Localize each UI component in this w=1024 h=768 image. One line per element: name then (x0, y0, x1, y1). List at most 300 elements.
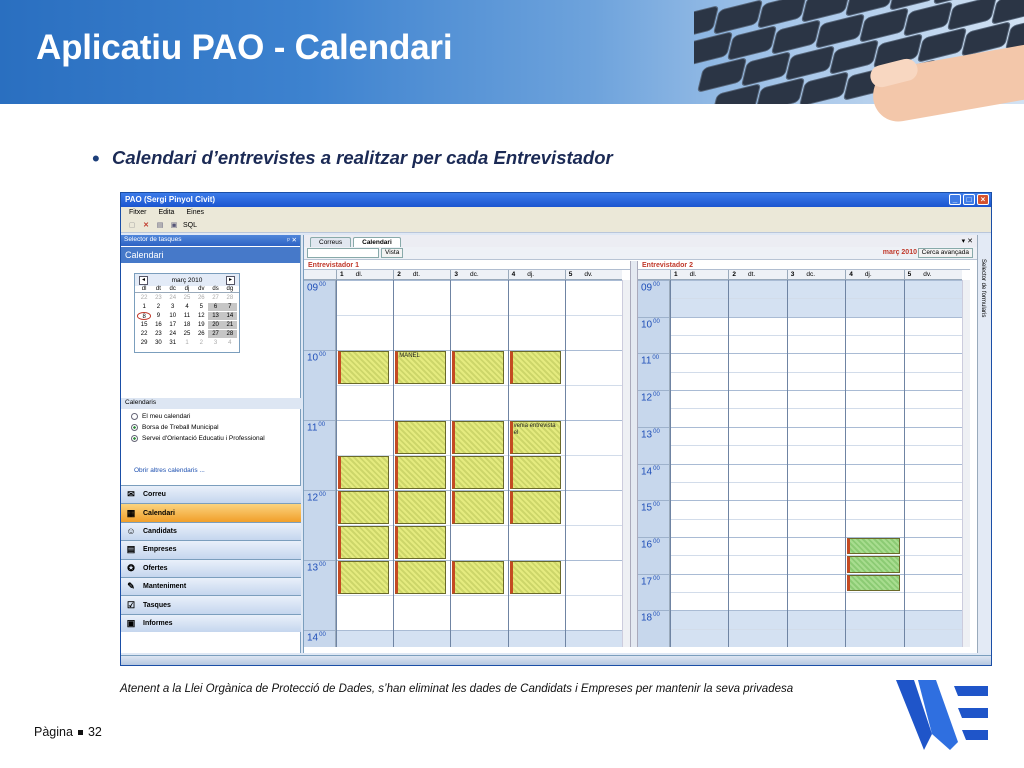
mini-calendar-day[interactable]: 26 (197, 295, 205, 301)
mini-calendar-day[interactable]: 5 (199, 304, 203, 310)
half-hour-line (394, 315, 450, 316)
mini-calendar-day[interactable]: 30 (155, 340, 162, 346)
day-column[interactable] (728, 280, 786, 647)
mini-calendar-day[interactable]: 27 (212, 295, 219, 301)
print-icon[interactable]: ▤ (156, 221, 164, 229)
day-header (670, 270, 728, 280)
tasks-icon: ☑ (126, 599, 136, 610)
off-hours-band (451, 630, 507, 647)
day-name: dt. (748, 271, 756, 278)
mini-calendar-day[interactable]: 3 (171, 304, 175, 310)
appointment-block[interactable] (847, 538, 899, 554)
mini-calendar-day[interactable]: 14 (223, 312, 237, 320)
advanced-search-button[interactable]: Cerca avançada (918, 248, 973, 258)
day-header (787, 270, 845, 280)
half-hour-line (566, 455, 622, 456)
hour-number: 14 (641, 465, 653, 477)
hour-number: 17 (641, 575, 653, 587)
hour-label (307, 492, 326, 503)
half-hour-line (729, 482, 786, 483)
hour-label (307, 352, 326, 363)
half-hour-line (905, 537, 962, 538)
hour-line (638, 317, 669, 318)
mini-calendar-day[interactable]: 28 (226, 295, 234, 301)
half-hour-line (671, 427, 728, 428)
half-hour-line (566, 350, 622, 351)
half-hour-line (566, 490, 622, 491)
half-hour-line (671, 519, 728, 520)
half-hour-line (671, 592, 728, 593)
window-titlebar (121, 193, 991, 207)
half-hour-line (729, 408, 786, 409)
half-hour-line (729, 390, 786, 391)
appointment-block[interactable]: venia entrevista el (510, 421, 561, 454)
appointment-block[interactable] (395, 421, 446, 454)
half-hour-line (905, 372, 962, 373)
half-hour-line (566, 595, 622, 596)
appointment-block[interactable] (452, 491, 503, 524)
nav-item-calendari[interactable] (121, 503, 301, 521)
half-hour-line (671, 408, 728, 409)
half-hour-line (846, 390, 903, 391)
hour-line (638, 280, 669, 281)
calendar-filter-bar (304, 247, 977, 260)
calendar-main-pane (303, 235, 977, 653)
hour-label (641, 392, 660, 403)
off-hours-band (566, 630, 622, 647)
mini-calendar-day[interactable]: 12 (197, 313, 205, 319)
half-hour-line (566, 280, 622, 281)
tab-close-icon[interactable]: ▾ ✕ (961, 238, 973, 245)
half-hour-line (905, 298, 962, 299)
mini-calendar-day[interactable]: 20 (208, 321, 222, 329)
appointment-block[interactable] (338, 491, 389, 524)
appointment-block[interactable] (395, 526, 446, 559)
schedule-pane (638, 261, 970, 647)
task-selector-pane (121, 235, 301, 653)
schedule-splitter[interactable] (630, 261, 638, 647)
half-hour-line (729, 298, 786, 299)
nav-item-empreses[interactable] (121, 540, 301, 558)
half-hour-line (788, 592, 845, 593)
hour-label (641, 429, 660, 440)
half-hour-line (451, 385, 507, 386)
day-column[interactable] (565, 280, 622, 647)
day-name: dv. (923, 271, 932, 278)
hour-number: 18 (641, 612, 653, 624)
day-number: 5 (568, 271, 573, 278)
nav-item-label: Ofertes (143, 564, 168, 572)
half-hour-line (671, 280, 728, 281)
current-date: març 2010 (882, 249, 917, 256)
mini-calendar-day[interactable]: 4 (185, 304, 189, 310)
hour-number: 13 (307, 561, 319, 573)
mini-calendar-weekday: dg (226, 286, 234, 292)
bullet-text: Calendari d’entrevistes a realitzar per cada Entrevistador (112, 147, 613, 168)
day-name: dj. (527, 271, 535, 278)
half-hour-line (671, 335, 728, 336)
half-hour-line (671, 537, 728, 538)
half-hour-line (788, 298, 845, 299)
menu-fitxer[interactable]: Fitxer (129, 209, 147, 216)
day-column[interactable] (845, 280, 903, 647)
nav-item-manteniment[interactable] (121, 577, 301, 595)
half-hour-line (729, 280, 786, 281)
half-hour-line (729, 427, 786, 428)
schedule-pane (304, 261, 630, 647)
day-name: dl. (355, 271, 363, 278)
appointment-block[interactable] (395, 456, 446, 489)
appointment-block[interactable] (510, 491, 561, 524)
half-hour-line (509, 385, 565, 386)
half-hour-line (394, 385, 450, 386)
vertical-scrollbar[interactable] (962, 280, 970, 647)
tab-bar (304, 235, 977, 247)
mini-calendar-day[interactable]: 24 (169, 331, 177, 337)
half-hour-line (905, 353, 962, 354)
half-hour-line (394, 280, 450, 281)
reports-icon: ▣ (126, 617, 136, 628)
nav-item-label: Manteniment (143, 583, 187, 591)
hour-number: 09 (307, 282, 319, 294)
half-hour-line (671, 317, 728, 318)
half-hour-line (846, 482, 903, 483)
window-title: PAO (Sergi Pinyol Civit) (125, 195, 216, 204)
bullet-icon: • (92, 146, 100, 171)
day-header (393, 270, 450, 280)
hour-line (638, 574, 669, 575)
sql-button[interactable]: SQL (183, 222, 198, 229)
nav-item-ofertes[interactable] (121, 559, 301, 577)
half-hour-line (337, 630, 393, 631)
half-hour-line (788, 555, 845, 556)
appointment-block[interactable] (452, 561, 503, 594)
new-icon[interactable]: ▢ (128, 221, 136, 229)
half-hour-line (671, 500, 728, 501)
mini-calendar-day[interactable]: 15 (140, 322, 148, 328)
half-hour-line (846, 445, 903, 446)
minimize-button[interactable]: _ (949, 194, 961, 205)
half-hour-line (729, 537, 786, 538)
pane-close-icon[interactable]: ᵖ ✕ (287, 237, 297, 244)
mini-calendar-day[interactable]: 29 (140, 340, 148, 346)
half-hour-line (337, 420, 393, 421)
hour-label (641, 576, 660, 587)
nav-item-label: Tasques (143, 601, 171, 609)
half-hour-line (905, 482, 962, 483)
view-select[interactable] (307, 248, 379, 258)
mini-calendar-day[interactable]: 2 (156, 304, 161, 310)
task-selector-header (121, 235, 300, 246)
close-button[interactable]: × (977, 194, 989, 205)
appointment-block[interactable] (452, 421, 503, 454)
hour-number: 15 (641, 502, 653, 514)
half-hour-line (671, 353, 728, 354)
ve-logo (896, 676, 992, 752)
hour-minutes: 00 (653, 575, 660, 582)
day-header (450, 270, 507, 280)
half-hour-line (788, 537, 845, 538)
mini-calendar-weekday: dt (155, 286, 161, 292)
half-hour-line (905, 280, 962, 281)
menu-edita[interactable]: Edita (158, 209, 175, 216)
day-number: 3 (454, 271, 459, 278)
half-hour-line (729, 574, 786, 575)
status-bar (121, 655, 992, 665)
hour-number: 11 (641, 355, 652, 367)
half-hour-line (905, 427, 962, 428)
mini-calendar-day[interactable]: 28 (223, 330, 237, 338)
hour-minutes: 00 (653, 318, 660, 325)
radio-icon[interactable] (131, 413, 138, 420)
hour-label (307, 282, 326, 293)
time-header-blank (638, 270, 670, 280)
half-hour-line (671, 445, 728, 446)
hour-minutes: 00 (652, 355, 660, 362)
calendar-option[interactable] (131, 422, 265, 433)
hour-line (304, 280, 335, 281)
hour-minutes: 00 (653, 282, 660, 288)
prev-month-icon[interactable]: ◂ (139, 276, 148, 285)
half-hour-line (451, 630, 507, 631)
maximize-button[interactable]: □ (963, 194, 975, 205)
task-selector-title: Selector de tasques (124, 236, 182, 243)
mini-calendar-day[interactable]: 17 (169, 322, 177, 328)
calendar-option-label: Servei d'Orientació Educatiu i Professional (142, 435, 265, 442)
hour-label (641, 539, 660, 550)
half-hour-line (905, 390, 962, 391)
mini-calendar-day[interactable]: 2 (199, 340, 203, 346)
mini-calendar-day[interactable]: 6 (208, 303, 222, 311)
half-hour-line (671, 574, 728, 575)
nav-item-tasques[interactable] (121, 595, 301, 613)
half-hour-line (671, 390, 728, 391)
day-column[interactable] (904, 280, 962, 647)
mini-calendar-day[interactable]: 25 (183, 331, 191, 337)
half-hour-line (846, 335, 903, 336)
offers-icon: ✪ (127, 562, 135, 573)
nav-item-correu[interactable] (121, 485, 301, 503)
half-hour-line (905, 500, 962, 501)
hour-number: 10 (307, 352, 319, 364)
appointment-block[interactable] (452, 456, 503, 489)
half-hour-line (451, 280, 507, 281)
navigation-panel (121, 485, 301, 632)
day-column[interactable] (670, 280, 728, 647)
appointment-block[interactable] (338, 561, 389, 594)
calendars-header: Calendaris (121, 398, 301, 409)
mini-calendar-day[interactable]: 26 (197, 331, 205, 337)
schedules-area (304, 261, 978, 647)
nav-item-candidats[interactable] (121, 522, 301, 540)
mini-calendar-weekday: dc (169, 286, 176, 292)
off-hours-band (337, 630, 393, 647)
mini-calendar-day[interactable]: 22 (140, 331, 148, 337)
menu-eines[interactable]: Eines (186, 209, 204, 216)
nav-item-label: Correu (143, 491, 166, 499)
appointment-block[interactable] (510, 561, 561, 594)
app-window (120, 192, 992, 666)
mini-calendar-day[interactable]: 25 (183, 295, 191, 301)
radio-icon[interactable] (131, 435, 138, 442)
toolbar (121, 219, 991, 233)
mini-calendar-day[interactable]: 21 (223, 321, 237, 329)
hour-label (307, 632, 326, 643)
view-button[interactable]: Vista (381, 248, 403, 258)
appointment-block[interactable] (395, 491, 446, 524)
day-name: dv. (584, 271, 593, 278)
delete-icon[interactable]: ✕ (143, 221, 149, 229)
hour-line (304, 350, 335, 351)
half-hour-line (905, 555, 962, 556)
appointment-block[interactable] (510, 456, 561, 489)
appointment-block[interactable] (847, 556, 899, 572)
half-hour-line (671, 372, 728, 373)
half-hour-line (905, 445, 962, 446)
mini-calendar-day[interactable]: 7 (223, 303, 237, 311)
mini-calendar-day[interactable]: 27 (208, 330, 222, 338)
mini-calendar-day[interactable]: 10 (169, 313, 177, 319)
hour-line (304, 630, 335, 631)
radio-icon[interactable] (131, 424, 138, 431)
half-hour-line (905, 317, 962, 318)
half-hour-line (729, 592, 786, 593)
half-hour-line (729, 335, 786, 336)
appointment-block[interactable] (452, 351, 503, 384)
half-hour-line (337, 595, 393, 596)
day-number: 1 (674, 271, 678, 278)
hour-minutes: 00 (653, 612, 660, 619)
mini-calendar-day[interactable]: 3 (213, 340, 218, 346)
footer-square-icon (78, 730, 83, 735)
half-hour-line (846, 317, 903, 318)
half-hour-line (729, 372, 786, 373)
next-month-icon[interactable]: ▸ (226, 276, 235, 285)
tab-calendari[interactable]: Calendari (353, 237, 401, 247)
preview-icon[interactable]: ▣ (170, 221, 178, 229)
day-number: 3 (790, 271, 795, 278)
half-hour-line (788, 427, 845, 428)
mini-calendar-day[interactable]: 1 (142, 304, 146, 310)
half-hour-line (905, 592, 962, 593)
half-hour-line (729, 555, 786, 556)
mini-calendar-day[interactable]: 18 (183, 322, 191, 328)
half-hour-line (846, 464, 903, 465)
half-hour-line (788, 610, 845, 611)
day-number: 2 (732, 271, 737, 278)
day-header (904, 270, 962, 280)
vertical-scrollbar[interactable] (622, 280, 630, 647)
form-selector-strip[interactable] (977, 235, 991, 653)
mini-calendar-day[interactable]: 11 (183, 313, 191, 319)
appointment-block[interactable] (338, 526, 389, 559)
half-hour-line (729, 317, 786, 318)
title-banner (0, 0, 1024, 104)
mini-calendar-weekday: dj (184, 286, 190, 292)
appointment-block[interactable] (338, 351, 389, 384)
appointment-block[interactable] (395, 561, 446, 594)
calendar-option[interactable] (131, 433, 265, 444)
hour-line (638, 464, 669, 465)
tab-correus[interactable]: Correus (310, 237, 351, 247)
open-other-calendars-link[interactable]: Obrir altres calendaris ... (134, 467, 205, 474)
mini-calendar-day[interactable]: 9 (156, 313, 161, 319)
mini-calendar-weekday: dl (141, 286, 147, 292)
half-hour-line (905, 519, 962, 520)
hour-line (304, 560, 335, 561)
companies-icon: ▤ (126, 544, 136, 555)
half-hour-line (451, 525, 507, 526)
day-number: 4 (511, 271, 516, 278)
mini-calendar-day[interactable]: 8 (137, 312, 151, 320)
hour-line (304, 420, 335, 421)
mini-calendar-day[interactable]: 22 (140, 295, 148, 301)
hour-minutes: 00 (653, 465, 660, 472)
half-hour-line (729, 610, 786, 611)
mini-calendar-day[interactable]: 19 (197, 322, 205, 328)
hour-minutes: 00 (319, 491, 326, 498)
appointment-block[interactable] (847, 575, 899, 591)
calendar-option-label: Borsa de Treball Municipal (142, 424, 219, 431)
nav-item-informes[interactable] (121, 614, 301, 632)
schedule-title: Entrevistador 2 (638, 261, 970, 270)
appointment-block[interactable] (338, 456, 389, 489)
half-hour-line (566, 525, 622, 526)
half-hour-line (729, 519, 786, 520)
half-hour-line (846, 519, 903, 520)
hour-minutes: 00 (653, 538, 660, 545)
half-hour-line (729, 500, 786, 501)
mini-calendar-day[interactable]: 4 (228, 340, 232, 346)
hour-number: 12 (641, 392, 653, 404)
mini-calendar-day[interactable]: 23 (155, 331, 162, 337)
half-hour-line (509, 525, 565, 526)
time-column (638, 280, 670, 647)
day-name: dc. (470, 271, 479, 278)
privacy-note: Atenent a la Llei Orgànica de Protecció de Dades, s’han eliminat les dades de Candidats i Empreses per mantenir la seva privadesa (120, 683, 794, 695)
half-hour-line (788, 464, 845, 465)
hour-label (641, 319, 660, 330)
day-column[interactable] (787, 280, 845, 647)
mini-calendar-day[interactable]: 16 (155, 322, 162, 328)
hour-label (307, 422, 325, 433)
page-footer (34, 725, 102, 739)
hour-minutes: 00 (319, 282, 326, 288)
appointment-block[interactable] (510, 351, 561, 384)
mini-calendar-day[interactable]: 1 (185, 340, 189, 346)
day-header (336, 270, 393, 280)
half-hour-line (846, 298, 903, 299)
calendar-list (131, 411, 265, 444)
half-hour-line (905, 629, 962, 630)
mini-calendar-day[interactable]: 31 (169, 340, 177, 346)
mini-calendar-day[interactable]: 13 (208, 312, 222, 320)
keyboard-key-icon (799, 71, 849, 104)
day-header (728, 270, 786, 280)
half-hour-line (788, 574, 845, 575)
hour-label (641, 282, 660, 293)
half-hour-line (846, 592, 903, 593)
mini-calendar-day[interactable]: 23 (155, 295, 162, 301)
half-hour-line (846, 372, 903, 373)
mini-calendar-day[interactable]: 24 (169, 295, 177, 301)
half-hour-line (788, 482, 845, 483)
mini-calendar[interactable] (134, 273, 240, 353)
calendar-option[interactable] (131, 411, 265, 422)
half-hour-line (671, 464, 728, 465)
mini-calendar-days (135, 293, 239, 348)
appointment-block[interactable]: MANEL (395, 351, 446, 384)
